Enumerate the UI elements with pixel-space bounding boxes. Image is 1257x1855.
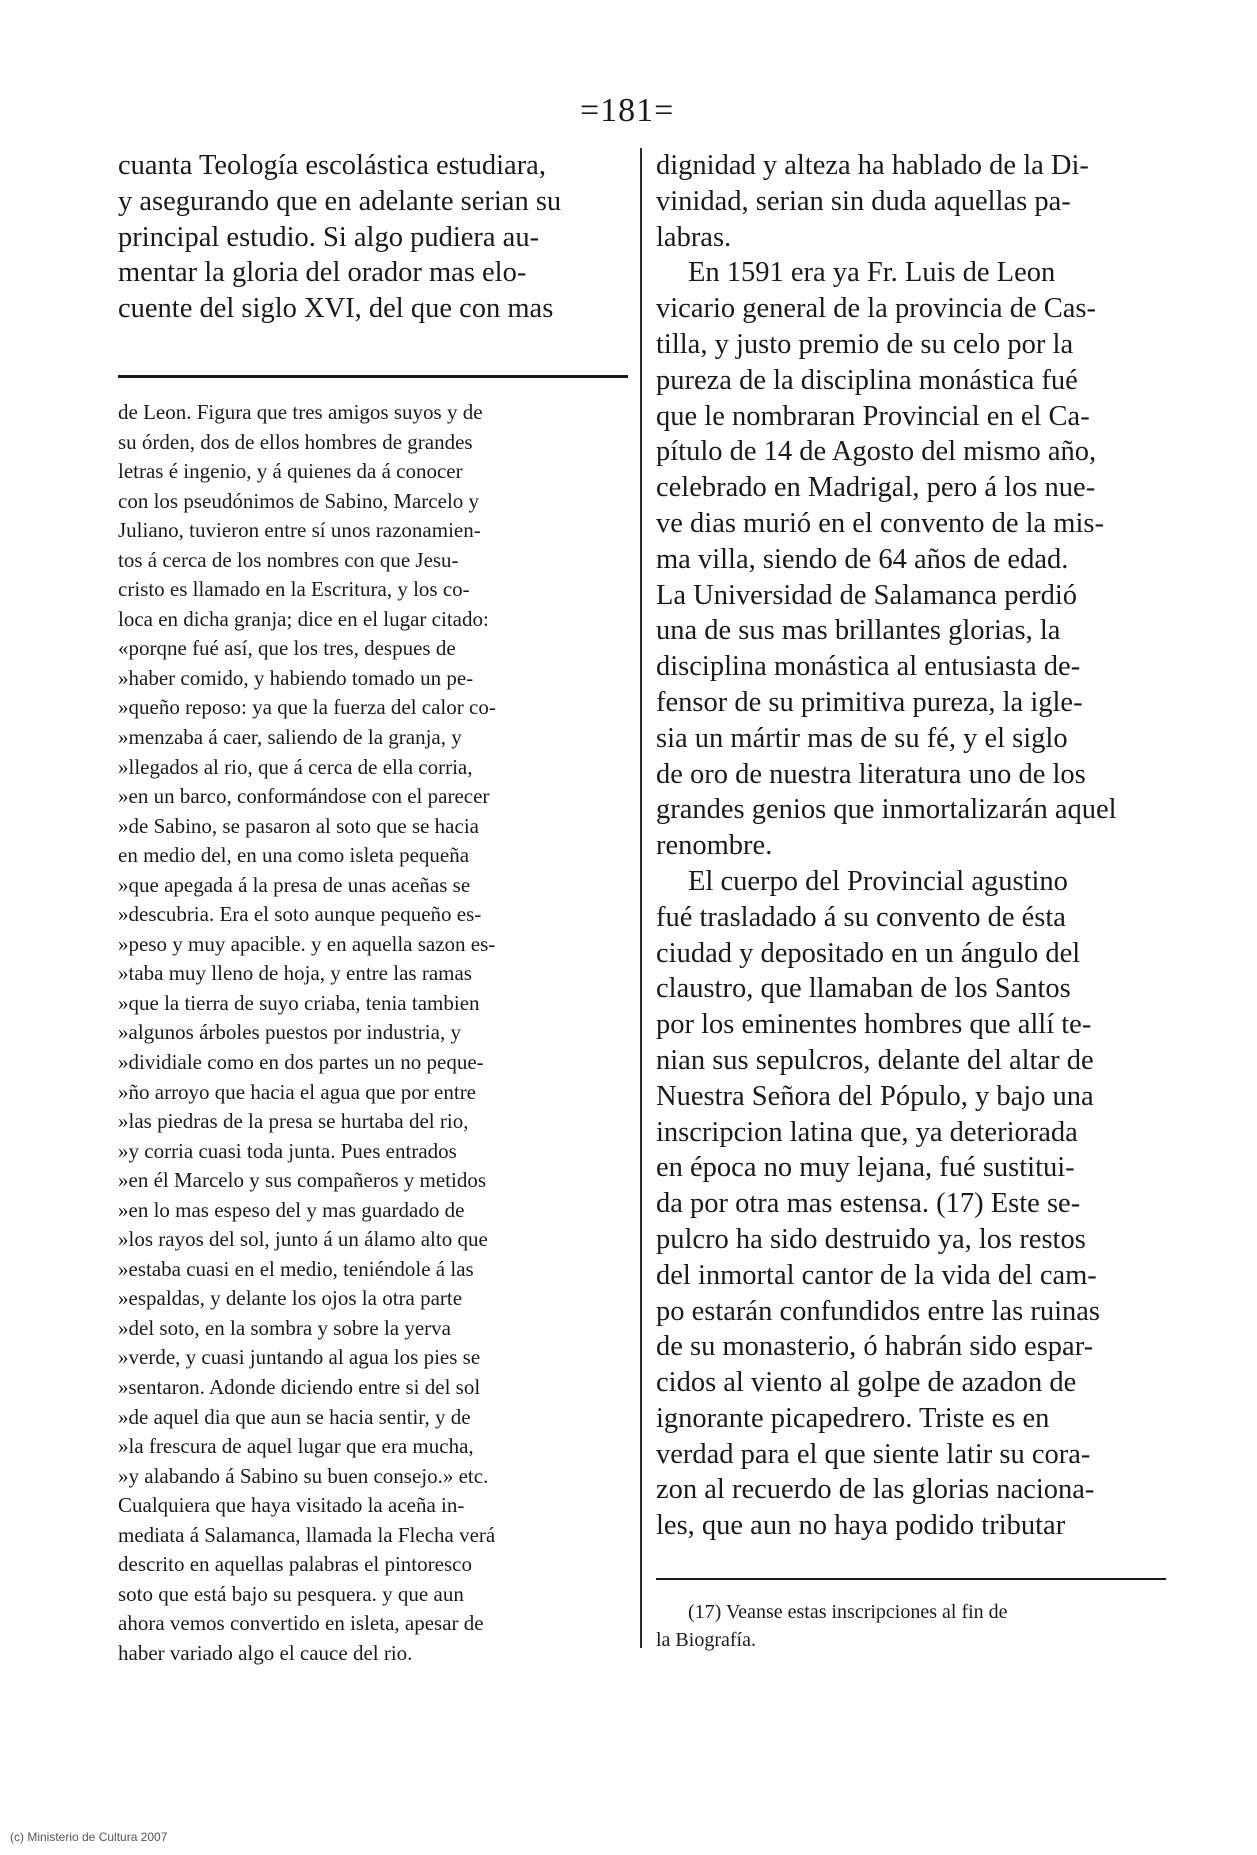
- text-line: La Universidad de Salamanca perdió: [656, 579, 1078, 611]
- text-line: verdad para el que siente latir su cora-: [656, 1438, 1091, 1470]
- text-line: »queño reposo: ya que la fuerza del calor co-: [118, 695, 496, 720]
- left-note-text: [118, 398, 628, 1669]
- text-line: da por otra mas estensa. (17) Este se-: [656, 1188, 1081, 1220]
- text-line: »haber comido, y habiendo tomado un pe-: [118, 665, 474, 690]
- text-line: cuente del siglo XVI, del que con mas: [118, 293, 554, 325]
- text-line: nian sus sepulcros, delante del altar de: [656, 1044, 1094, 1076]
- text-line: »que la tierra de suyo criaba, tenia tambien: [118, 990, 480, 1015]
- text-line: mediata á Salamanca, llamada la Flecha verá: [118, 1522, 496, 1547]
- text-line: letras é ingenio, y á quienes da á conocer: [118, 459, 463, 484]
- text-line: en época no muy lejana, fué sustitui-: [656, 1152, 1075, 1184]
- footnote-divider: [656, 1578, 1166, 1580]
- text-line: »los rayos del sol, junto á un álamo alto que: [118, 1227, 488, 1252]
- text-line: »peso y muy apacible. y en aquella sazon es-: [118, 931, 496, 956]
- text-line: »estaba cuasi en el medio, teniéndole á las: [118, 1256, 474, 1281]
- left-column: [118, 148, 628, 1669]
- copyright-notice: (c) Ministerio de Cultura 2007: [10, 1830, 168, 1844]
- text-line: claustro, que llamaban de los Santos: [656, 973, 1071, 1005]
- text-line: En 1591 era ya Fr. Luis de Leon: [688, 257, 1056, 289]
- text-line: labras.: [656, 221, 732, 253]
- text-line: »algunos árboles puestos por industria, y: [118, 1020, 461, 1045]
- text-line: »y corria cuasi toda junta. Pues entrados: [118, 1138, 457, 1163]
- text-line: El cuerpo del Provincial agustino: [688, 865, 1068, 897]
- text-line: »y alabando á Sabino su buen consejo.» etc.: [118, 1463, 489, 1488]
- text-line: Nuestra Señora del Pópulo, y bajo una: [656, 1080, 1094, 1112]
- text-line: »en un barco, conformándose con el parecer: [118, 784, 490, 809]
- footnote: [656, 1598, 1166, 1654]
- left-intro-text: [118, 148, 628, 327]
- text-line: su órden, dos de ellos hombres de grandes: [118, 429, 473, 454]
- text-line: »menzaba á caer, saliendo de la granja, y: [118, 725, 462, 749]
- right-column: [656, 148, 1166, 1654]
- text-line: Cualquiera que haya visitado la aceña in-: [118, 1493, 465, 1518]
- text-line: »la frescura de aquel lugar que era mucha,: [118, 1434, 474, 1459]
- text-line: »dividiale como en dos partes un no peque-: [118, 1050, 484, 1075]
- text-line: »verde, y cuasi juntando al agua los pies se: [118, 1345, 481, 1370]
- text-line: »en él Marcelo y sus compañeros y metidos: [118, 1168, 486, 1193]
- text-line: una de sus mas brillantes glorias, la: [656, 615, 1061, 647]
- text-line: »ño arroyo que hacia el agua que por entre: [118, 1079, 477, 1104]
- column-divider: [640, 148, 642, 1648]
- text-line: »en lo mas espeso del y mas guardado de: [118, 1197, 465, 1222]
- text-line: grandes genios que inmortalizarán aquel: [656, 794, 1117, 826]
- text-line: pureza de la disciplina monástica fué: [656, 364, 1078, 396]
- text-line: del inmortal cantor de la vida del cam-: [656, 1259, 1097, 1291]
- text-line: po estarán confundidos entre las ruinas: [656, 1295, 1100, 1327]
- text-line: vinidad, serian sin duda aquellas pa-: [656, 185, 1071, 217]
- text-line: fensor de su primitiva pureza, la igle-: [656, 686, 1083, 718]
- text-line: principal estudio. Si algo pudiera au-: [118, 221, 540, 253]
- text-line: »de Sabino, se pasaron al soto que se hacia: [118, 813, 479, 838]
- text-line: »del soto, en la sombra y sobre la yerva: [118, 1315, 451, 1340]
- text-line: ahora vemos convertido en isleta, apesar de: [118, 1611, 484, 1636]
- text-line: cuanta Teología escolástica estudiara,: [118, 150, 546, 181]
- text-line: »las piedras de la presa se hurtaba del rio,: [118, 1109, 469, 1134]
- text-line: zon al recuerdo de las glorias naciona-: [656, 1474, 1095, 1506]
- text-line: de oro de nuestra literatura uno de los: [656, 758, 1086, 790]
- text-line: ve dias murió en el convento de la mis-: [656, 507, 1104, 539]
- text-line: dignidad y alteza ha hablado de la Di-: [656, 150, 1089, 181]
- text-line: soto que está bajo su pesquera. y que aun: [118, 1581, 464, 1606]
- text-line: »espaldas, y delante los ojos la otra parte: [118, 1286, 463, 1311]
- text-line: ignorante picapedrero. Triste es en: [656, 1402, 1050, 1434]
- text-line: »llegados al rio, que á cerca de ella corria,: [118, 754, 473, 779]
- text-line: ciudad y depositado en un ángulo del: [656, 937, 1081, 969]
- text-line: tilla, y justo premio de su celo por la: [656, 328, 1074, 360]
- footnote-line: la Biografía.: [656, 1629, 756, 1652]
- text-line: mentar la gloria del orador mas elo-: [118, 257, 527, 289]
- text-line: »que apegada á la presa de unas aceñas se: [118, 872, 471, 897]
- text-line: cidos al viento al golpe de azadon de: [656, 1367, 1077, 1399]
- text-line: disciplina monástica al entusiasta de-: [656, 651, 1081, 683]
- text-line: ma villa, siendo de 64 años de edad.: [656, 543, 1069, 575]
- text-line: »de aquel dia que aun se hacia sentir, y de: [118, 1404, 471, 1429]
- text-line: sia un mártir mas de su fé, y el siglo: [656, 722, 1068, 754]
- footnote-line: (17) Veanse estas inscripciones al fin de: [688, 1601, 1008, 1624]
- text-line: de Leon. Figura que tres amigos suyos y de: [118, 399, 483, 424]
- text-line: con los pseudónimos de Sabino, Marcelo y: [118, 488, 480, 513]
- text-line: y asegurando que en adelante serian su: [118, 185, 562, 217]
- text-line: tos á cerca de los nombres con que Jesu-: [118, 547, 459, 572]
- text-line: »sentaron. Adonde diciendo entre si del sol: [118, 1375, 481, 1400]
- text-line: en medio del, en una como isleta pequeña: [118, 843, 470, 868]
- text-line: por los eminentes hombres que allí te-: [656, 1009, 1092, 1041]
- text-line: renombre.: [656, 830, 773, 862]
- text-line: les, que aun no haya podido tributar: [656, 1510, 1066, 1542]
- page-number: =181=: [580, 92, 675, 129]
- text-line: pulcro ha sido destruido ya, los restos: [656, 1223, 1086, 1255]
- text-line: inscripcion latina que, ya deteriorada: [656, 1116, 1078, 1148]
- text-line: descrito en aquellas palabras el pintoresco: [118, 1552, 472, 1577]
- text-line: celebrado en Madrigal, pero á los nue-: [656, 472, 1096, 504]
- text-line: loca en dicha granja; dice en el lugar citado:: [118, 606, 489, 631]
- text-line: pítulo de 14 de Agosto del mismo año,: [656, 436, 1097, 468]
- text-line: de su monasterio, ó habrán sido espar-: [656, 1331, 1094, 1363]
- text-line: «porqne fué así, que los tres, despues de: [118, 636, 456, 661]
- text-line: cristo es llamado en la Escritura, y los co-: [118, 577, 470, 602]
- right-main-text: [656, 148, 1166, 1544]
- section-divider: [118, 375, 628, 378]
- text-line: haber variado algo el cauce del rio.: [118, 1640, 413, 1665]
- text-line: »taba muy lleno de hoja, y entre las ramas: [118, 961, 472, 986]
- text-line: fué trasladado á su convento de ésta: [656, 901, 1066, 933]
- text-line: Juliano, tuvieron entre sí unos razonamien-: [118, 518, 481, 543]
- text-line: »descubria. Era el soto aunque pequeño es-: [118, 902, 482, 927]
- text-line: vicario general de la provincia de Cas-: [656, 293, 1096, 325]
- text-line: que le nombraran Provincial en el Ca-: [656, 400, 1090, 432]
